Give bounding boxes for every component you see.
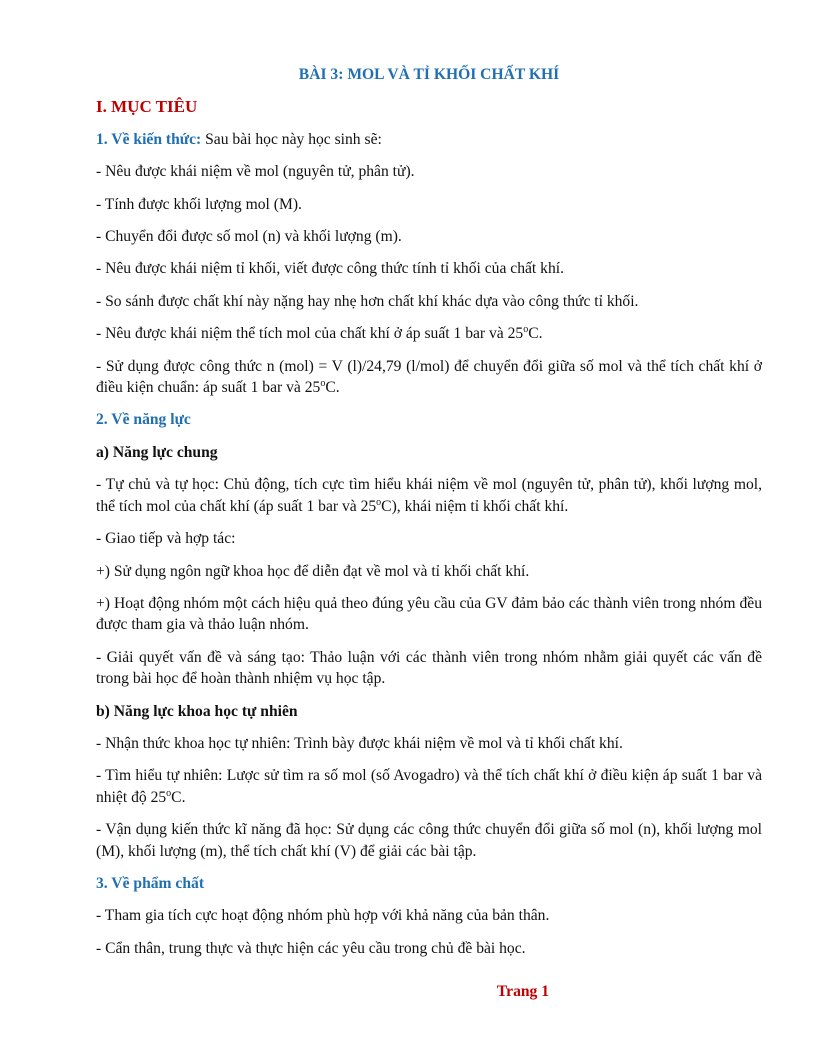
general-item	[96, 474, 762, 517]
knowledge-intro	[96, 129, 762, 150]
knowledge-item	[96, 356, 762, 399]
knowledge-heading: 1. Về kiến thức:	[96, 130, 202, 148]
competence-heading: 2. Về năng lực	[96, 411, 191, 429]
general-item-text: - Tự chủ và tự học: Chủ động, tích cực tìm hiểu khái niệm về mol (nguyên tử, phân tử), khối lượng mol, thể tích mol của chất khí (áp suất 1 bar và 25	[96, 476, 762, 515]
general-item: +) Hoạt động nhóm một cách hiệu quả theo đúng yêu cầu của GV đảm bảo các thành viên trong nhóm đều được tham gia và thảo luận nhóm.	[96, 594, 762, 634]
knowledge-item: - So sánh được chất khí này nặng hay nhẹ hơn chất khí khác dựa vào công thức tỉ khối.	[96, 292, 639, 310]
degree-sup: o	[320, 377, 326, 389]
degree-sup: o	[523, 324, 529, 336]
degree-sup: o	[376, 496, 382, 508]
science-competence-heading: b) Năng lực khoa học tự nhiên	[96, 702, 298, 720]
knowledge-item-text: - Sử dụng được công thức n (mol) = V (l)/24,79 (l/mol) để chuyển đổi giữa số mol và thể tích chất khí ở điều kiện chuẩn: áp suất 1 bar và 25	[96, 357, 762, 397]
knowledge-item: - Tính được khối lượng mol (M).	[96, 195, 302, 213]
general-item: +) Sử dụng ngôn ngữ khoa học để diễn đạt về mol và tỉ khối chất khí.	[96, 562, 530, 580]
knowledge-item-text-end: C.	[528, 325, 543, 343]
science-item	[96, 765, 762, 808]
quality-item: - Tham gia tích cực hoạt động nhóm phù hợp với khả năng của bản thân.	[96, 907, 550, 925]
knowledge-item: - Nêu được khái niệm về mol (nguyên tử, phân tử).	[96, 163, 415, 181]
document-page	[96, 56, 762, 959]
degree-sup: o	[166, 787, 172, 799]
quality-heading: 3. Về phẩm chất	[96, 874, 205, 892]
section-objectives-heading: I. MỤC TIÊU	[96, 97, 198, 117]
general-item: - Giao tiếp và hợp tác:	[96, 530, 236, 548]
knowledge-item-text: - Nêu được khái niệm thể tích mol của chất khí ở áp suất 1 bar và 25	[96, 325, 524, 343]
knowledge-item: - Chuyển đổi được số mol (n) và khối lượng (m).	[96, 228, 402, 246]
knowledge-item: - Nêu được khái niệm tỉ khối, viết được công thức tính tỉ khối của chất khí.	[96, 260, 564, 278]
general-item-text-end: C), khái niệm tỉ khối chất khí.	[381, 497, 569, 515]
science-item: - Vận dụng kiến thức kĩ năng đã học: Sử dụng các công thức chuyển đổi giữa số mol (n), khối lượng mol (M), khối lượng (m), thể tích chất khí (V) để giải các bài tập.	[96, 821, 762, 860]
general-item: - Giải quyết vấn đề và sáng tạo: Thảo luận với các thành viên trong nhóm nhằm giải quyết các vấn đề trong bài học để hoàn thành nhiệm vụ học tập.	[96, 648, 762, 688]
science-item: - Nhận thức khoa học tự nhiên: Trình bày được khái niệm về mol và tỉ khối chất khí.	[96, 734, 623, 752]
page-number: Trang 1	[496, 983, 550, 1000]
knowledge-intro-text: Sau bài học này học sinh sẽ:	[201, 130, 382, 148]
knowledge-item-text-end: C.	[325, 379, 340, 397]
quality-item: - Cẩn thân, trung thực và thực hiện các yêu cầu trong chủ đề bài học.	[96, 939, 526, 957]
lesson-title: BÀI 3: MOL VÀ TỈ KHỐI CHẤT KHÍ	[298, 66, 560, 83]
knowledge-item	[96, 323, 762, 344]
general-competence-heading: a) Năng lực chung	[96, 443, 218, 461]
science-item-text-end: C.	[171, 788, 186, 806]
science-item-text: - Tìm hiểu tự nhiên: Lược sử tìm ra số mol (số Avogadro) và thể tích chất khí ở điều kiện áp suất 1 bar và nhiệt độ 25	[96, 767, 762, 806]
